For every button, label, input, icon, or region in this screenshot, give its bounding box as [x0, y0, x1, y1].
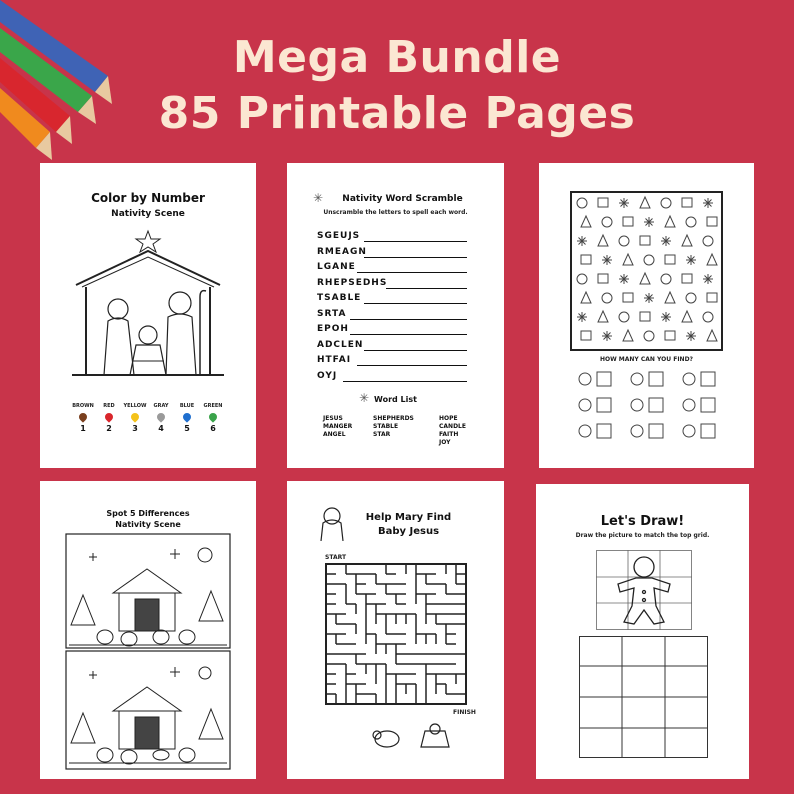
snowflake-icon: [703, 274, 713, 284]
scrambled-word: HTFAI: [317, 355, 352, 365]
ornament-icon: [577, 198, 587, 208]
item-icon: [683, 399, 695, 411]
tree-icon: [581, 216, 591, 227]
ornament-icon: [686, 217, 696, 227]
word-list-item: CANDLE: [439, 423, 466, 430]
snowflake-icon: [703, 198, 713, 208]
gift-icon: [623, 293, 633, 302]
tree-icon: [682, 235, 692, 246]
color-by-number-page: [40, 163, 256, 468]
maze-grid: [325, 563, 467, 705]
gingerbread-reference-grid: [596, 550, 692, 630]
answer-line[interactable]: [357, 365, 467, 366]
tree-icon: [707, 254, 717, 265]
gift-icon: [623, 217, 633, 226]
gift-icon: [665, 255, 675, 264]
item-icon: [579, 399, 591, 411]
ornament-icon: [602, 293, 612, 303]
banner-title-line2: 85 Printable Pages: [158, 88, 636, 139]
word-list-item: SHEPHERDS: [373, 415, 414, 422]
word-list-item: JESUS: [323, 415, 343, 422]
word-list-item: STAR: [373, 431, 391, 438]
ornament-icon: [703, 312, 713, 322]
tree-icon: [665, 292, 675, 303]
answer-line[interactable]: [364, 257, 467, 258]
count-box: [701, 372, 715, 386]
scrambled-word: ADCLEN: [317, 339, 364, 350]
color-drop-icon: [207, 411, 218, 422]
item-icon: [631, 425, 643, 437]
snowflake-icon: [577, 312, 587, 322]
ornament-icon: [619, 236, 629, 246]
maze-start-label: START: [325, 554, 347, 561]
snowflake-icon: ✳: [313, 191, 324, 205]
snowflake-icon: [644, 217, 654, 227]
count-box: [597, 424, 611, 438]
word-list-title: Word List: [374, 395, 417, 404]
banner-title-line1: Mega Bundle: [232, 32, 562, 83]
gift-icon: [707, 293, 717, 302]
maze-title-line1: Help Mary Find: [365, 512, 452, 523]
spot-differences-subtitle: Nativity Scene: [115, 520, 181, 529]
nativity-scene-illustration: [68, 225, 228, 385]
scrambled-word: OYJ: [317, 370, 338, 381]
color-by-number-subtitle: Nativity Scene: [111, 209, 185, 219]
snowflake-icon: [619, 198, 629, 208]
legend-color-name: RED: [103, 403, 115, 409]
snowflake-icon: [661, 312, 671, 322]
gift-icon: [581, 331, 591, 340]
gift-icon: [640, 312, 650, 321]
legend-number: 1: [80, 424, 86, 433]
snowflake-icon: [602, 255, 612, 265]
tree-icon: [623, 330, 633, 341]
answer-line[interactable]: [364, 350, 467, 351]
legend-color-name: BROWN: [72, 403, 94, 409]
word-list-item: STABLE: [373, 423, 399, 430]
item-icon: [579, 425, 591, 437]
legend-color-name: BLUE: [179, 403, 195, 409]
item-icon: [631, 399, 643, 411]
scrambled-word: EPOH: [317, 324, 349, 334]
spot-differences-page: [40, 481, 256, 779]
color-drop-icon: [155, 411, 166, 422]
legend-number: 3: [132, 424, 138, 433]
answer-line[interactable]: [386, 288, 467, 289]
count-box: [649, 398, 663, 412]
gift-icon: [682, 198, 692, 207]
word-list-item: HOPE: [439, 415, 458, 422]
ornament-icon: [703, 236, 713, 246]
tree-icon: [665, 216, 675, 227]
christmas-items-search-grid: [570, 191, 723, 351]
word-list-column-3: [439, 415, 466, 447]
sheep-and-baby-illustration: [371, 719, 451, 751]
maze-finish-label: FINISH: [453, 709, 476, 716]
legend-color-name: GREEN: [203, 403, 223, 409]
gift-icon: [581, 255, 591, 264]
ornament-icon: [644, 255, 654, 265]
ornament-icon: [661, 274, 671, 284]
ornament-icon: [644, 331, 654, 341]
scrambled-word: RMEAGN: [317, 246, 367, 257]
snowflake-icon: [644, 293, 654, 303]
gift-icon: [598, 198, 608, 207]
gingerbread-man-icon: [618, 557, 670, 624]
answer-line[interactable]: [357, 272, 467, 273]
scrambled-word: RHEPSEDHS: [317, 277, 388, 288]
gift-icon: [640, 236, 650, 245]
find-count-question: HOW MANY CAN YOU FIND?: [599, 356, 694, 363]
maze-page: [287, 481, 504, 779]
snowflake-icon: [686, 331, 696, 341]
ornament-icon: [602, 217, 612, 227]
gift-icon: [682, 274, 692, 283]
color-drop-icon: [77, 411, 88, 422]
item-icon: [683, 373, 695, 385]
color-legend: [70, 403, 230, 443]
lets-draw-page: [536, 484, 749, 779]
count-box: [701, 424, 715, 438]
ornament-icon: [577, 274, 587, 284]
legend-number: 5: [184, 424, 190, 433]
snowflake-icon: [602, 331, 612, 341]
tree-icon: [598, 311, 608, 322]
count-box: [597, 398, 611, 412]
scrambled-word: TSABLE: [317, 293, 362, 303]
gift-icon: [707, 217, 717, 226]
ornament-icon: [619, 312, 629, 322]
tree-icon: [623, 254, 633, 265]
snowflake-icon: ✳: [359, 391, 370, 405]
spot-differences-title: Spot 5 Differences: [106, 509, 190, 518]
snowflake-icon: [619, 274, 629, 284]
count-box: [597, 372, 611, 386]
answer-line[interactable]: [364, 303, 467, 304]
blank-drawing-grid[interactable]: [579, 636, 708, 758]
word-list-item: ANGEL: [323, 431, 346, 438]
legend-number: 4: [158, 424, 164, 433]
color-drop-icon: [181, 411, 192, 422]
tree-icon: [682, 311, 692, 322]
lets-draw-instructions: Draw the picture to match the top grid.: [575, 532, 710, 539]
legend-number: 2: [106, 424, 112, 433]
word-scramble-page: [287, 163, 504, 468]
item-icon: [683, 425, 695, 437]
answer-line[interactable]: [343, 381, 467, 382]
word-list-item: FAITH: [439, 431, 459, 438]
legend-color-name: YELLOW: [123, 403, 147, 409]
color-drop-icon: [129, 411, 140, 422]
color-drop-icon: [103, 411, 114, 422]
tree-icon: [640, 273, 650, 284]
ornament-icon: [661, 198, 671, 208]
count-box: [649, 424, 663, 438]
word-list-item: JOY: [439, 439, 451, 446]
tree-icon: [707, 330, 717, 341]
item-icon: [631, 373, 643, 385]
tree-icon: [640, 197, 650, 208]
tree-icon: [581, 292, 591, 303]
snowflake-icon: [577, 236, 587, 246]
find-and-count-page: [539, 163, 754, 468]
color-by-number-title: Color by Number: [91, 191, 205, 205]
snowflake-icon: [661, 236, 671, 246]
scrambled-word: LGANE: [317, 262, 356, 272]
snowflake-icon: [686, 255, 696, 265]
item-icon: [579, 373, 591, 385]
answer-line[interactable]: [350, 334, 467, 335]
lets-draw-title: Let's Draw!: [600, 514, 685, 529]
legend-number: 6: [210, 424, 216, 433]
word-list-item: MANGER: [323, 423, 353, 430]
gift-icon: [665, 331, 675, 340]
colored-pencils-illustration: [0, 0, 130, 170]
scrambled-word: SRTA: [317, 308, 347, 319]
legend-color-name: GRAY: [153, 403, 169, 409]
word-scramble-title: Nativity Word Scramble: [342, 194, 463, 204]
word-scramble-instructions: Unscramble the letters to spell each word.: [323, 209, 468, 216]
count-box: [649, 372, 663, 386]
maze-title-line2: Baby Jesus: [377, 526, 440, 537]
scrambled-word: SGEUJS: [317, 231, 361, 241]
word-list-column-2: [373, 415, 414, 439]
word-list-column-1: [323, 415, 352, 439]
answer-line[interactable]: [350, 319, 467, 320]
count-box: [701, 398, 715, 412]
ornament-icon: [686, 293, 696, 303]
gift-icon: [598, 274, 608, 283]
count-answer-boxes: [577, 369, 727, 445]
spot-differences-illustrations: [65, 533, 231, 773]
tree-icon: [598, 235, 608, 246]
answer-line[interactable]: [364, 241, 467, 242]
